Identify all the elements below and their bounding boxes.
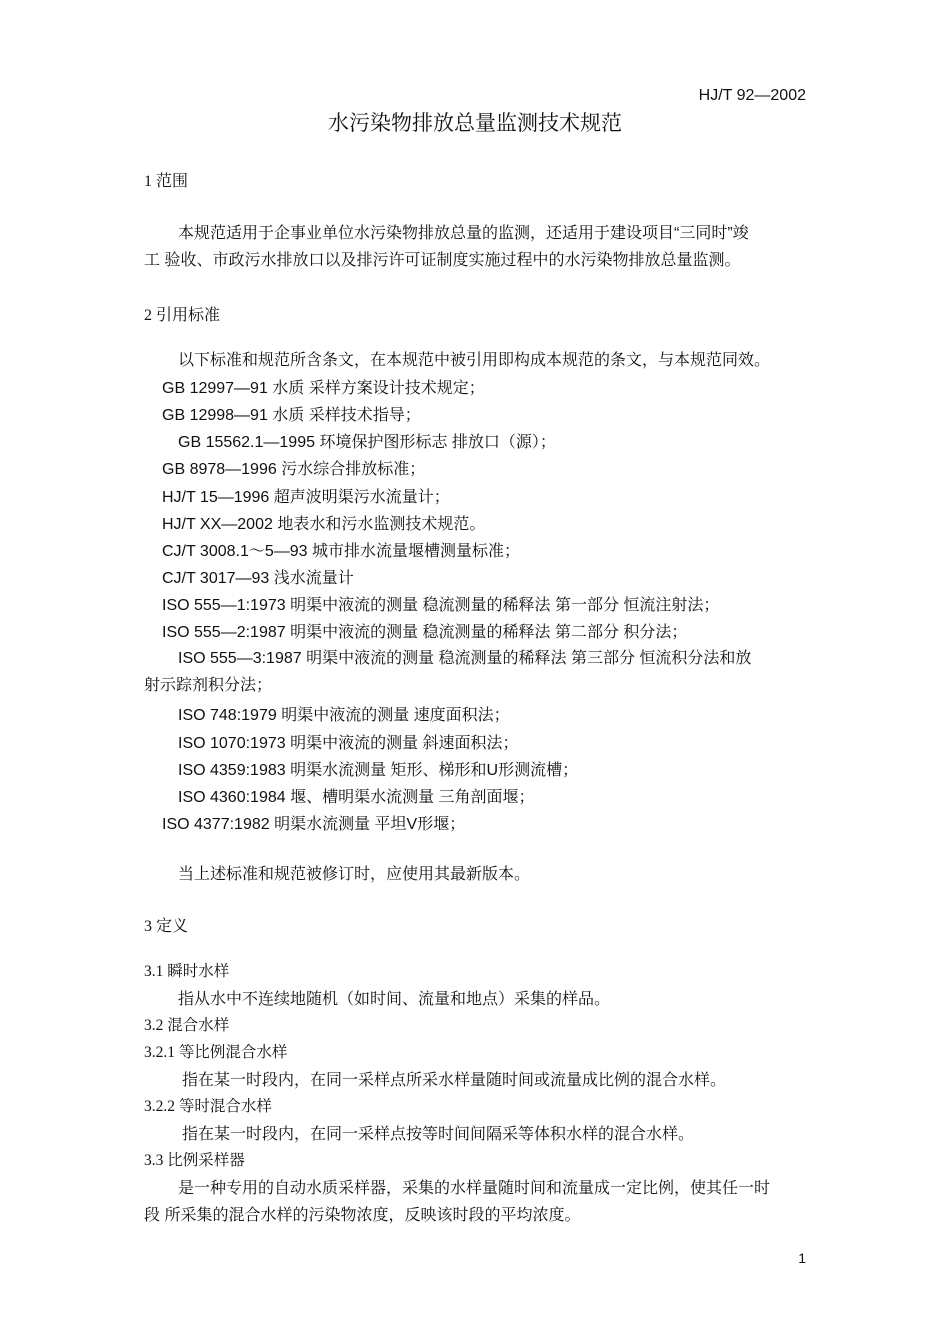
reference-item: GB 8978—1996 污水综合排放标准；: [162, 461, 426, 478]
reference-item: CJ/T 3017—93 浅水流量计: [162, 570, 354, 587]
page-number: 1: [798, 1250, 806, 1266]
section-2-closing: 当上述标准和规范被修订时，应使用其最新版本。: [178, 866, 531, 883]
section-1-paragraph-line-1: 本规范适用于企事业单位水污染物排放总量的监测，还适用于建设项目“三同时”竣: [178, 225, 749, 242]
section-1-heading: 1 范围: [144, 173, 189, 190]
section-2-intro: 以下标准和规范所含条文，在本规范中被引用即构成本规范的条文，与本规范同效。: [178, 352, 771, 369]
standard-code: HJ/T 92—2002: [698, 87, 806, 104]
definition-3-3-text-line-2: 段 所采集的混合水样的污染物浓度，反映该时段的平均浓度。: [144, 1207, 581, 1224]
definition-3-2-1-text: 指在某一时段内，在同一采样点所采水样量随时间或流量成比例的混合水样。: [182, 1072, 727, 1089]
definition-3-1-text: 指从水中不连续地随机（如时间、流量和地点）采集的样品。: [178, 991, 611, 1008]
reference-item: GB 12997—91 水质 采样方案设计技术规定；: [162, 380, 485, 397]
definition-3-2-2-heading: 3.2.2 等时混合水样: [144, 1098, 272, 1115]
reference-item: ISO 4359:1983 明渠水流测量 矩形、梯形和U形测流槽；: [178, 762, 579, 779]
reference-item: ISO 555—2:1987 明渠中液流的测量 稳流测量的稀释法 第二部分 积分法；: [162, 624, 688, 641]
reference-item: HJ/T XX—2002 地表水和污水监测技术规范。: [162, 516, 486, 533]
reference-item: ISO 4360:1984 堰、槽明渠水流测量 三角剖面堰；: [178, 789, 535, 806]
section-1-paragraph-line-2: 工 验收、市政污水排放口以及排污许可证制度实施过程中的水污染物排放总量监测。: [144, 252, 741, 269]
reference-item: ISO 555—3:1987 明渠中液流的测量 稳流测量的稀释法 第三部分 恒流积分法和放: [178, 650, 752, 667]
document-title: 水污染物排放总量监测技术规范: [328, 111, 622, 135]
reference-item: ISO 555—1:1973 明渠中液流的测量 稳流测量的稀释法 第一部分 恒流注射法；: [162, 597, 720, 614]
section-2-heading: 2 引用标准: [144, 307, 221, 324]
definition-3-2-1-heading: 3.2.1 等比例混合水样: [144, 1044, 288, 1061]
reference-item: ISO 4377:1982 明渠水流测量 平坦V形堰；: [162, 816, 466, 833]
definition-3-2-2-text: 指在某一时段内，在同一采样点按等时间间隔采等体积水样的混合水样。: [182, 1126, 695, 1143]
definition-3-3-text-line-1: 是一种专用的自动水质采样器，采集的水样量随时间和流量成一定比例，使其任一时: [178, 1180, 771, 1197]
definition-3-3-heading: 3.3 比例采样器: [144, 1152, 245, 1169]
reference-item: GB 12998—91 水质 采样技术指导；: [162, 407, 421, 424]
section-3-heading: 3 定义: [144, 918, 189, 935]
definition-3-2-heading: 3.2 混合水样: [144, 1017, 230, 1034]
reference-item: ISO 748:1979 明渠中液流的测量 速度面积法；: [178, 707, 510, 724]
reference-item-continuation: 射示踪剂积分法；: [144, 677, 273, 694]
reference-item: GB 15562.1—1995 环境保护图形标志 排放口（源）；: [178, 434, 556, 451]
definition-3-1-heading: 3.1 瞬时水样: [144, 963, 230, 980]
reference-item: CJ/T 3008.1～5—93 城市排水流量堰槽测量标准；: [162, 543, 521, 560]
reference-item: ISO 1070:1973 明渠中液流的测量 斜速面积法；: [178, 735, 519, 752]
reference-item: HJ/T 15—1996 超声波明渠污水流量计；: [162, 489, 450, 506]
